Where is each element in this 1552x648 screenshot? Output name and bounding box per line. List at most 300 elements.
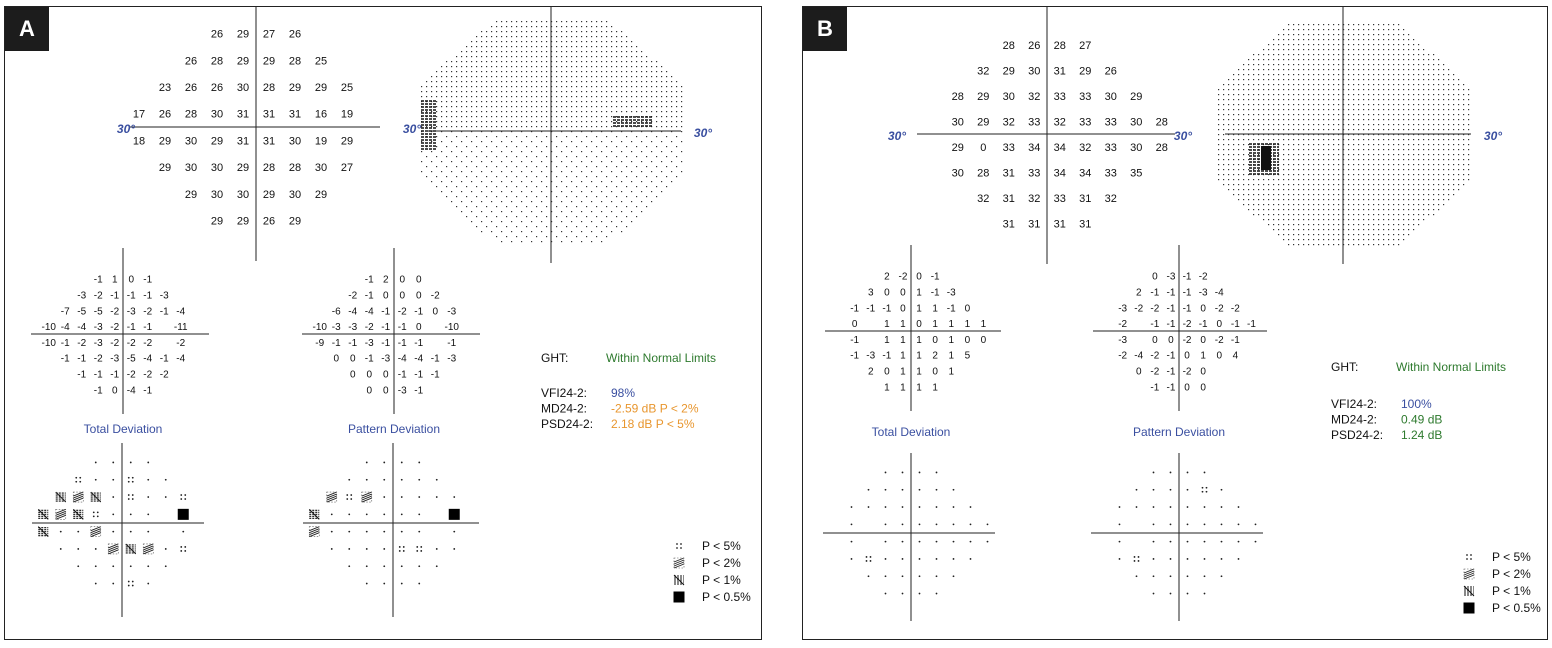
total-deviation-probability-symbol <box>885 558 887 560</box>
total-deviation-probability-symbol <box>128 581 134 587</box>
pattern-deviation-probability-symbol <box>1221 489 1223 491</box>
vfi-label: VFI24-2: <box>541 386 588 400</box>
total-deviation-caption: Total Deviation <box>871 425 951 439</box>
total-deviation-value: -2 <box>110 322 120 334</box>
psd-value: 2.18 dB P < 5% <box>611 417 695 431</box>
pattern-deviation-probability-symbol <box>366 513 368 515</box>
pattern-deviation-probability-symbol <box>366 462 368 464</box>
pattern-deviation-value: -3 <box>1166 271 1176 283</box>
threshold-value: 34 <box>1028 141 1041 154</box>
legend-symbol <box>676 543 682 549</box>
threshold-value: 29 <box>288 81 302 94</box>
pattern-deviation-value: -1 <box>1166 366 1176 378</box>
total-deviation-value: 0 <box>128 274 135 286</box>
total-deviation-value: -1 <box>143 385 153 397</box>
pattern-deviation-probability-symbol <box>383 548 385 550</box>
total-deviation-probability-symbol <box>936 523 938 525</box>
pattern-deviation-probability-symbol <box>449 509 460 520</box>
pattern-deviation-probability-symbol <box>453 496 455 498</box>
pattern-deviation-probability-symbol <box>1187 558 1189 560</box>
total-deviation-probability-symbol <box>165 548 167 550</box>
threshold-value: 31 <box>1079 192 1092 205</box>
total-deviation-value: -2 <box>143 369 153 381</box>
pattern-deviation-value: -3 <box>1198 287 1208 299</box>
total-deviation-value: 1 <box>916 350 922 362</box>
pattern-deviation-probability-symbol <box>1204 506 1206 508</box>
threshold-value: 28 <box>288 55 302 68</box>
total-deviation-probability-symbol <box>147 513 149 515</box>
total-deviation-value: -5 <box>93 306 103 318</box>
threshold-value: 26 <box>184 55 198 68</box>
total-deviation-value: 1 <box>900 319 906 331</box>
threshold-value: 31 <box>1053 65 1066 78</box>
total-deviation-value: 1 <box>884 382 890 394</box>
pattern-deviation-probability-symbol <box>1187 593 1189 595</box>
pattern-deviation-value: -1 <box>348 337 358 349</box>
total-deviation-value: -2 <box>110 337 120 349</box>
threshold-value: 34 <box>1079 167 1092 180</box>
pattern-deviation-value: -2 <box>1118 350 1128 362</box>
pattern-deviation-probability-symbol <box>418 513 420 515</box>
total-deviation-probability-symbol <box>936 541 938 543</box>
threshold-value: 26 <box>262 215 276 228</box>
threshold-value: 31 <box>236 108 250 121</box>
pattern-deviation-value: -2 <box>397 306 407 318</box>
legend-symbol <box>674 558 684 568</box>
threshold-value: 34 <box>1053 167 1066 180</box>
total-deviation-probability-symbol <box>953 558 955 560</box>
total-deviation-value: -1 <box>110 290 120 302</box>
pattern-deviation-probability-symbol <box>1238 523 1240 525</box>
threshold-value: 32 <box>977 192 990 205</box>
threshold-value: 30 <box>1130 141 1143 154</box>
grayscale-map <box>421 21 682 242</box>
total-deviation-value: -1 <box>60 337 70 349</box>
threshold-value: 28 <box>210 55 224 68</box>
total-deviation-value: 1 <box>900 366 906 378</box>
threshold-value: 30 <box>1104 90 1117 103</box>
total-deviation-probability-symbol <box>112 462 114 464</box>
pattern-deviation-probability-symbol <box>1170 558 1172 560</box>
total-deviation-value: -2 <box>898 271 908 283</box>
visual-field-report <box>803 7 1547 639</box>
pattern-deviation-probability-symbol <box>1255 523 1257 525</box>
pattern-deviation-probability-symbol <box>1119 558 1121 560</box>
total-deviation-probability-symbol <box>60 548 62 550</box>
total-deviation-probability-symbol <box>180 546 186 552</box>
md-value: -2.59 dB P < 2% <box>611 401 699 416</box>
pattern-deviation-value: -9 <box>315 337 325 349</box>
threshold-value: 28 <box>1053 39 1066 52</box>
threshold-value: 29 <box>210 135 224 148</box>
total-deviation-value: 0 <box>932 366 938 378</box>
pattern-deviation-probability-symbol <box>309 509 319 519</box>
pattern-deviation-value: 2 <box>382 274 389 286</box>
pattern-deviation-probability-symbol <box>1119 541 1121 543</box>
pattern-deviation-probability-symbol <box>1153 523 1155 525</box>
pattern-deviation-value: 0 <box>415 290 422 302</box>
total-deviation-value: 0 <box>916 271 922 283</box>
threshold-value: 27 <box>262 28 276 41</box>
total-deviation-probability-symbol <box>93 511 99 517</box>
pattern-deviation-probability-symbol <box>362 492 372 502</box>
pattern-deviation-value: 0 <box>399 290 406 302</box>
total-deviation-value: -3 <box>77 290 87 302</box>
pattern-deviation-value: 0 <box>1152 334 1158 346</box>
total-deviation-probability-symbol <box>128 494 134 500</box>
total-deviation-probability-symbol <box>182 531 184 533</box>
pattern-deviation-probability-symbol <box>1153 472 1155 474</box>
pattern-deviation-probability-symbol <box>436 548 438 550</box>
legend-symbol <box>674 592 685 603</box>
pattern-deviation-probability-symbol <box>1204 593 1206 595</box>
total-deviation-probability-symbol <box>95 479 97 481</box>
total-deviation-value: -1 <box>866 303 876 315</box>
pattern-deviation-probability-symbol <box>416 546 422 552</box>
total-deviation-probability-symbol <box>936 593 938 595</box>
pattern-deviation-probability-symbol <box>418 479 420 481</box>
pattern-deviation-probability-symbol <box>348 513 350 515</box>
threshold-value: 29 <box>951 141 964 154</box>
pattern-deviation-probability-symbol <box>1238 541 1240 543</box>
total-deviation-probability-symbol <box>130 531 132 533</box>
threshold-value: 29 <box>288 215 302 228</box>
threshold-value: 33 <box>1079 90 1092 103</box>
total-deviation-probability-symbol <box>147 583 149 585</box>
pattern-deviation-value: -1 <box>1150 382 1160 394</box>
pattern-deviation-probability-symbol <box>1153 593 1155 595</box>
threshold-value: 32 <box>1079 141 1092 154</box>
threshold-value: 28 <box>288 162 302 175</box>
panel-letter: B <box>803 7 847 51</box>
total-deviation-value: -4 <box>60 322 70 334</box>
pattern-deviation-probability-symbol <box>331 531 333 533</box>
pattern-deviation-value: -2 <box>1214 334 1224 346</box>
total-deviation-probability-symbol <box>77 565 79 567</box>
pattern-deviation-value: -1 <box>414 337 424 349</box>
threshold-value: 33 <box>1053 192 1066 205</box>
total-deviation-value: -3 <box>93 322 103 334</box>
pattern-deviation-value: 0 <box>366 385 373 397</box>
threshold-value: 26 <box>288 28 302 41</box>
threshold-value: 0 <box>980 141 987 154</box>
threshold-value: 29 <box>1130 90 1143 103</box>
total-deviation-probability-symbol <box>936 472 938 474</box>
pattern-deviation-value: -4 <box>1134 350 1144 362</box>
pattern-deviation-probability-symbol <box>1170 523 1172 525</box>
vfi-value: 100% <box>1401 397 1432 411</box>
total-deviation-value: 1 <box>948 334 955 346</box>
md-label: MD24-2: <box>1331 412 1378 427</box>
total-deviation-value: 1 <box>948 366 955 378</box>
total-deviation-value: 1 <box>900 350 906 362</box>
threshold-value: 30 <box>951 116 964 129</box>
total-deviation-value: -1 <box>93 274 103 286</box>
pattern-deviation-probability-symbol <box>1204 541 1206 543</box>
pattern-deviation-probability-symbol <box>1136 489 1138 491</box>
pattern-deviation-value: -1 <box>414 369 424 381</box>
total-deviation-value: -1 <box>126 290 136 302</box>
total-deviation-value: 0 <box>884 287 890 299</box>
pattern-deviation-probability-symbol <box>401 479 403 481</box>
threshold-value: 30 <box>236 188 250 201</box>
degree-label-left: 30° <box>887 129 907 143</box>
pattern-deviation-probability-symbol <box>453 548 455 550</box>
pattern-deviation-value: 0 <box>382 385 389 397</box>
pattern-deviation-value: -1 <box>1150 287 1160 299</box>
pattern-deviation-value: -2 <box>1182 366 1192 378</box>
total-deviation-value: 1 <box>932 319 938 331</box>
total-deviation-probability-symbol <box>902 558 904 560</box>
total-deviation-probability-symbol <box>112 513 114 515</box>
threshold-value: 33 <box>1002 141 1015 154</box>
threshold-value: 19 <box>340 108 354 121</box>
total-deviation-probability-symbol <box>95 462 97 464</box>
total-deviation-probability-symbol <box>919 472 921 474</box>
pattern-deviation-value: -1 <box>1166 303 1176 315</box>
degree-label-mid: 30° <box>1173 129 1193 143</box>
total-deviation-probability-symbol <box>56 509 66 519</box>
threshold-value: 17 <box>132 108 146 121</box>
threshold-value: 33 <box>1104 141 1117 154</box>
total-deviation-value: 0 <box>900 303 906 315</box>
total-deviation-probability-symbol <box>885 506 887 508</box>
pattern-deviation-value: -3 <box>397 385 407 397</box>
pattern-deviation-value: -1 <box>414 306 424 318</box>
total-deviation-probability-symbol <box>112 565 114 567</box>
pattern-deviation-value: -1 <box>1198 319 1208 331</box>
threshold-value: 31 <box>236 135 250 148</box>
pattern-deviation-value: 0 <box>1184 350 1190 362</box>
pattern-deviation-probability-symbol <box>1153 541 1155 543</box>
pattern-deviation-probability-symbol <box>1187 523 1189 525</box>
total-deviation-value: 0 <box>900 287 906 299</box>
total-deviation-value: 0 <box>980 334 987 346</box>
threshold-value: 29 <box>262 55 276 68</box>
total-deviation-value: -1 <box>930 287 940 299</box>
pattern-deviation-value: -1 <box>397 337 407 349</box>
pattern-deviation-value: -2 <box>1150 350 1160 362</box>
total-deviation-value: -1 <box>850 334 860 346</box>
total-deviation-probability-symbol <box>60 531 62 533</box>
total-deviation-value: -4 <box>143 353 153 365</box>
threshold-value: 29 <box>158 162 172 175</box>
total-deviation-probability-symbol <box>147 479 149 481</box>
total-deviation-probability-symbol <box>77 531 79 533</box>
pattern-deviation-value: 0 <box>349 369 356 381</box>
total-deviation-probability-symbol <box>178 509 189 520</box>
total-deviation-probability-symbol <box>143 544 153 554</box>
total-deviation-value: -1 <box>930 271 940 283</box>
total-deviation-value: -1 <box>850 303 860 315</box>
pattern-deviation-value: -1 <box>381 337 391 349</box>
pattern-deviation-probability-symbol <box>418 583 420 585</box>
total-deviation-probability-symbol <box>885 489 887 491</box>
total-deviation-probability-symbol <box>902 593 904 595</box>
panel-b <box>802 6 1548 640</box>
ght-value: Within Normal Limits <box>1396 360 1507 374</box>
total-deviation-value: 0 <box>884 366 890 378</box>
threshold-value: 31 <box>262 135 276 148</box>
pattern-deviation-value: 0 <box>1200 303 1206 315</box>
threshold-value: 31 <box>262 108 276 121</box>
total-deviation-value: -2 <box>93 290 103 302</box>
pattern-deviation-probability-symbol <box>436 565 438 567</box>
total-deviation-value: -4 <box>126 385 136 397</box>
pattern-deviation-probability-symbol <box>1119 523 1121 525</box>
degree-label-right: 30° <box>693 126 713 140</box>
threshold-value: 26 <box>184 81 198 94</box>
pattern-deviation-probability-symbol <box>1238 506 1240 508</box>
pattern-deviation-probability-symbol <box>1238 558 1240 560</box>
total-deviation-probability-symbol <box>902 506 904 508</box>
visual-field-report <box>5 7 761 639</box>
pattern-deviation-caption: Pattern Deviation <box>1132 425 1226 439</box>
ght-value: Within Normal Limits <box>606 351 717 365</box>
total-deviation-value: 1 <box>111 274 118 286</box>
threshold-value: 25 <box>314 55 328 68</box>
pattern-deviation-probability-symbol <box>1221 541 1223 543</box>
pattern-deviation-probability-symbol <box>1170 472 1172 474</box>
md-label: MD24-2: <box>541 401 588 416</box>
total-deviation-probability-symbol <box>91 527 101 537</box>
psd-label: PSD24-2: <box>1331 428 1384 442</box>
total-deviation-value: 1 <box>932 303 938 315</box>
vfi-label: VFI24-2: <box>1331 397 1378 411</box>
total-deviation-value: -4 <box>77 322 87 334</box>
pattern-deviation-value: -3 <box>364 337 374 349</box>
pattern-deviation-value: 0 <box>415 274 422 286</box>
total-deviation-value: 0 <box>111 385 118 397</box>
total-deviation-value: 1 <box>884 319 890 331</box>
threshold-value: 33 <box>1028 116 1041 129</box>
total-deviation-value: 1 <box>916 382 922 394</box>
total-deviation-probability-symbol <box>147 496 149 498</box>
pattern-deviation-probability-symbol <box>1221 575 1223 577</box>
pattern-deviation-probability-symbol <box>366 583 368 585</box>
pattern-deviation-probability-symbol <box>1136 506 1138 508</box>
pattern-deviation-value: 0 <box>1200 366 1206 378</box>
pattern-deviation-value: -3 <box>447 306 457 318</box>
pattern-deviation-value: -1 <box>381 322 391 334</box>
pattern-deviation-value: 0 <box>1216 319 1223 331</box>
total-deviation-probability-symbol <box>165 496 167 498</box>
total-deviation-value: 1 <box>900 334 906 346</box>
pattern-deviation-value: -2 <box>1118 319 1128 331</box>
total-deviation-probability-symbol <box>919 489 921 491</box>
pattern-deviation-value: -3 <box>348 322 358 334</box>
pattern-deviation-value: -2 <box>1230 303 1240 315</box>
pattern-deviation-probability-symbol <box>1170 541 1172 543</box>
pattern-deviation-value: 0 <box>432 306 439 318</box>
threshold-value: 28 <box>951 90 964 103</box>
legend-label: P < 2% <box>1492 567 1531 581</box>
pattern-deviation-value: -1 <box>1182 287 1192 299</box>
pattern-deviation-value: -3 <box>1118 334 1128 346</box>
total-deviation-probability-symbol <box>130 462 132 464</box>
pattern-deviation-probability-symbol <box>348 479 350 481</box>
total-deviation-value: 1 <box>980 319 987 331</box>
total-deviation-probability-symbol <box>953 506 955 508</box>
pattern-deviation-value: -1 <box>1182 303 1192 315</box>
pattern-deviation-value: -1 <box>1166 287 1176 299</box>
threshold-value: 30 <box>288 188 302 201</box>
total-deviation-value: -1 <box>882 303 892 315</box>
total-deviation-probability-symbol <box>180 494 186 500</box>
pattern-deviation-value: 0 <box>366 369 373 381</box>
threshold-value: 28 <box>184 108 198 121</box>
total-deviation-value: -1 <box>93 385 103 397</box>
pattern-deviation-probability-symbol <box>1170 489 1172 491</box>
total-deviation-value: -4 <box>176 353 186 365</box>
pattern-deviation-value: -1 <box>331 337 341 349</box>
total-deviation-probability-symbol <box>868 575 870 577</box>
threshold-value: 18 <box>132 135 146 148</box>
legend-symbol <box>1464 603 1475 614</box>
total-deviation-probability-symbol <box>95 565 97 567</box>
threshold-value: 30 <box>1002 90 1015 103</box>
total-deviation-value: -2 <box>126 369 136 381</box>
psd-value: 1.24 dB <box>1401 428 1443 442</box>
total-deviation-value: -3 <box>126 306 136 318</box>
threshold-value: 27 <box>340 162 354 175</box>
pattern-deviation-value: 0 <box>1200 382 1206 394</box>
threshold-value: 26 <box>158 108 172 121</box>
pattern-deviation-probability-symbol <box>453 531 455 533</box>
threshold-value: 30 <box>236 81 250 94</box>
total-deviation-value: 2 <box>932 350 938 362</box>
pattern-deviation-value: -3 <box>331 322 341 334</box>
total-deviation-value: -1 <box>159 353 169 365</box>
pattern-deviation-value: 4 <box>1232 350 1239 362</box>
threshold-value: 33 <box>1104 116 1117 129</box>
total-deviation-value: -2 <box>143 337 153 349</box>
total-deviation-probability-symbol <box>970 523 972 525</box>
total-deviation-probability-symbol <box>885 593 887 595</box>
threshold-value: 33 <box>1028 167 1041 180</box>
pattern-deviation-value: -1 <box>1166 382 1176 394</box>
total-deviation-value: 3 <box>867 287 874 299</box>
pattern-deviation-probability-symbol <box>1187 575 1189 577</box>
total-deviation-probability-symbol <box>885 472 887 474</box>
total-deviation-probability-symbol <box>147 462 149 464</box>
threshold-value: 28 <box>262 162 276 175</box>
total-deviation-value: 1 <box>964 319 971 331</box>
legend-label: P < 2% <box>702 556 741 570</box>
pattern-deviation-probability-symbol <box>1187 541 1189 543</box>
total-deviation-value: -3 <box>110 353 120 365</box>
threshold-value: 19 <box>314 135 328 148</box>
total-deviation-value: 1 <box>916 303 922 315</box>
threshold-value: 26 <box>210 81 224 94</box>
pattern-deviation-value: -1 <box>1230 319 1240 331</box>
pattern-deviation-value: -2 <box>364 322 374 334</box>
total-deviation-probability-symbol <box>885 541 887 543</box>
threshold-value: 30 <box>210 162 224 175</box>
pattern-deviation-value: -1 <box>364 290 374 302</box>
total-deviation-value: 2 <box>884 271 890 283</box>
total-deviation-probability-symbol <box>902 575 904 577</box>
total-deviation-value: 5 <box>964 350 971 362</box>
pattern-deviation-probability-symbol <box>1187 489 1189 491</box>
total-deviation-probability-symbol <box>970 558 972 560</box>
pattern-deviation-value: -1 <box>397 369 407 381</box>
total-deviation-probability-symbol <box>902 541 904 543</box>
pattern-deviation-value: -2 <box>1182 319 1192 331</box>
pattern-deviation-probability-symbol <box>383 565 385 567</box>
legend-label: P < 1% <box>702 573 741 587</box>
pattern-deviation-probability-symbol <box>309 527 319 537</box>
